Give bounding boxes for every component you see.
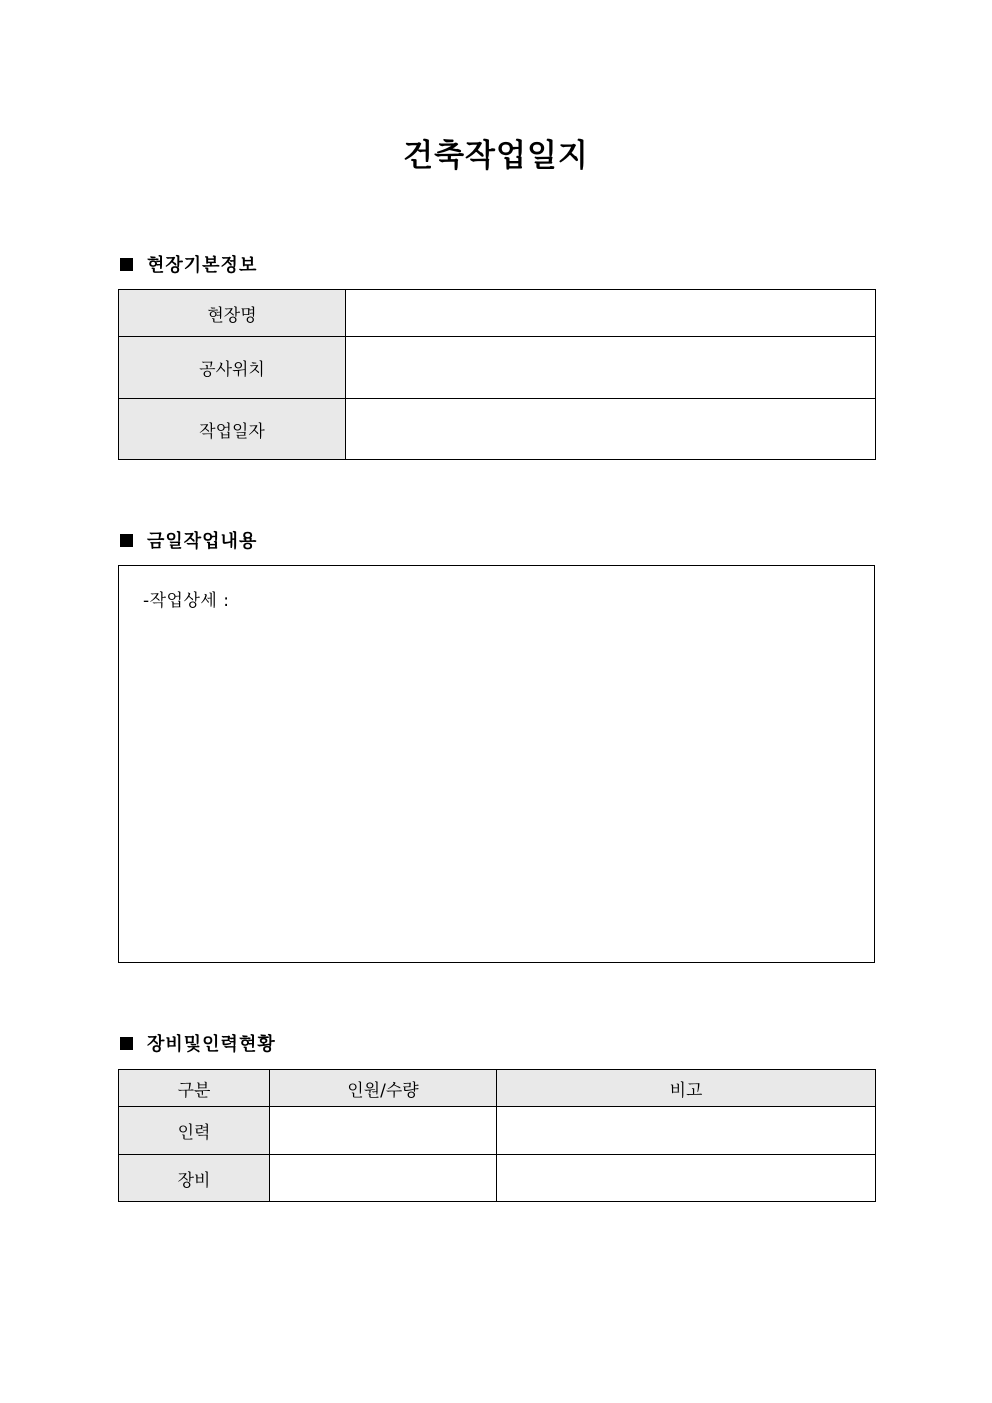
manpower-count-field[interactable] bbox=[270, 1107, 497, 1155]
document-title: 건축작업일지 bbox=[403, 138, 589, 174]
work-content-box[interactable] bbox=[118, 565, 875, 963]
work-content-heading-text: 금일작업내용 bbox=[147, 531, 258, 552]
site-location-label: 공사위치 bbox=[119, 337, 346, 399]
site-info-table bbox=[118, 289, 876, 460]
site-name-row bbox=[119, 290, 876, 337]
site-name-field[interactable] bbox=[346, 290, 876, 337]
equipment-count-field[interactable] bbox=[270, 1155, 497, 1202]
work-detail-label: -작업상세 : bbox=[143, 591, 230, 611]
site-name-label: 현장명 bbox=[119, 290, 346, 337]
resources-table bbox=[118, 1069, 876, 1202]
column-header-note: 비고 bbox=[497, 1070, 876, 1107]
square-bullet-icon bbox=[120, 1037, 133, 1050]
column-header-count: 인원/수량 bbox=[270, 1070, 497, 1107]
equipment-label: 장비 bbox=[119, 1155, 270, 1202]
square-bullet-icon bbox=[120, 534, 133, 547]
site-info-heading bbox=[118, 251, 257, 277]
resources-heading-text: 장비및인력현황 bbox=[147, 1034, 276, 1055]
site-location-row bbox=[119, 337, 876, 399]
manpower-note-field[interactable] bbox=[497, 1107, 876, 1155]
work-date-field[interactable] bbox=[346, 399, 876, 460]
manpower-row bbox=[119, 1107, 876, 1155]
resources-header-row bbox=[119, 1070, 876, 1107]
square-bullet-icon bbox=[120, 258, 133, 271]
equipment-row bbox=[119, 1155, 876, 1202]
work-date-row bbox=[119, 399, 876, 460]
site-location-field[interactable] bbox=[346, 337, 876, 399]
work-date-label: 작업일자 bbox=[119, 399, 346, 460]
column-header-category: 구분 bbox=[119, 1070, 270, 1107]
manpower-label: 인력 bbox=[119, 1107, 270, 1155]
resources-heading bbox=[118, 1030, 276, 1056]
equipment-note-field[interactable] bbox=[497, 1155, 876, 1202]
work-content-heading bbox=[118, 527, 257, 553]
site-info-heading-text: 현장기본정보 bbox=[147, 255, 258, 276]
